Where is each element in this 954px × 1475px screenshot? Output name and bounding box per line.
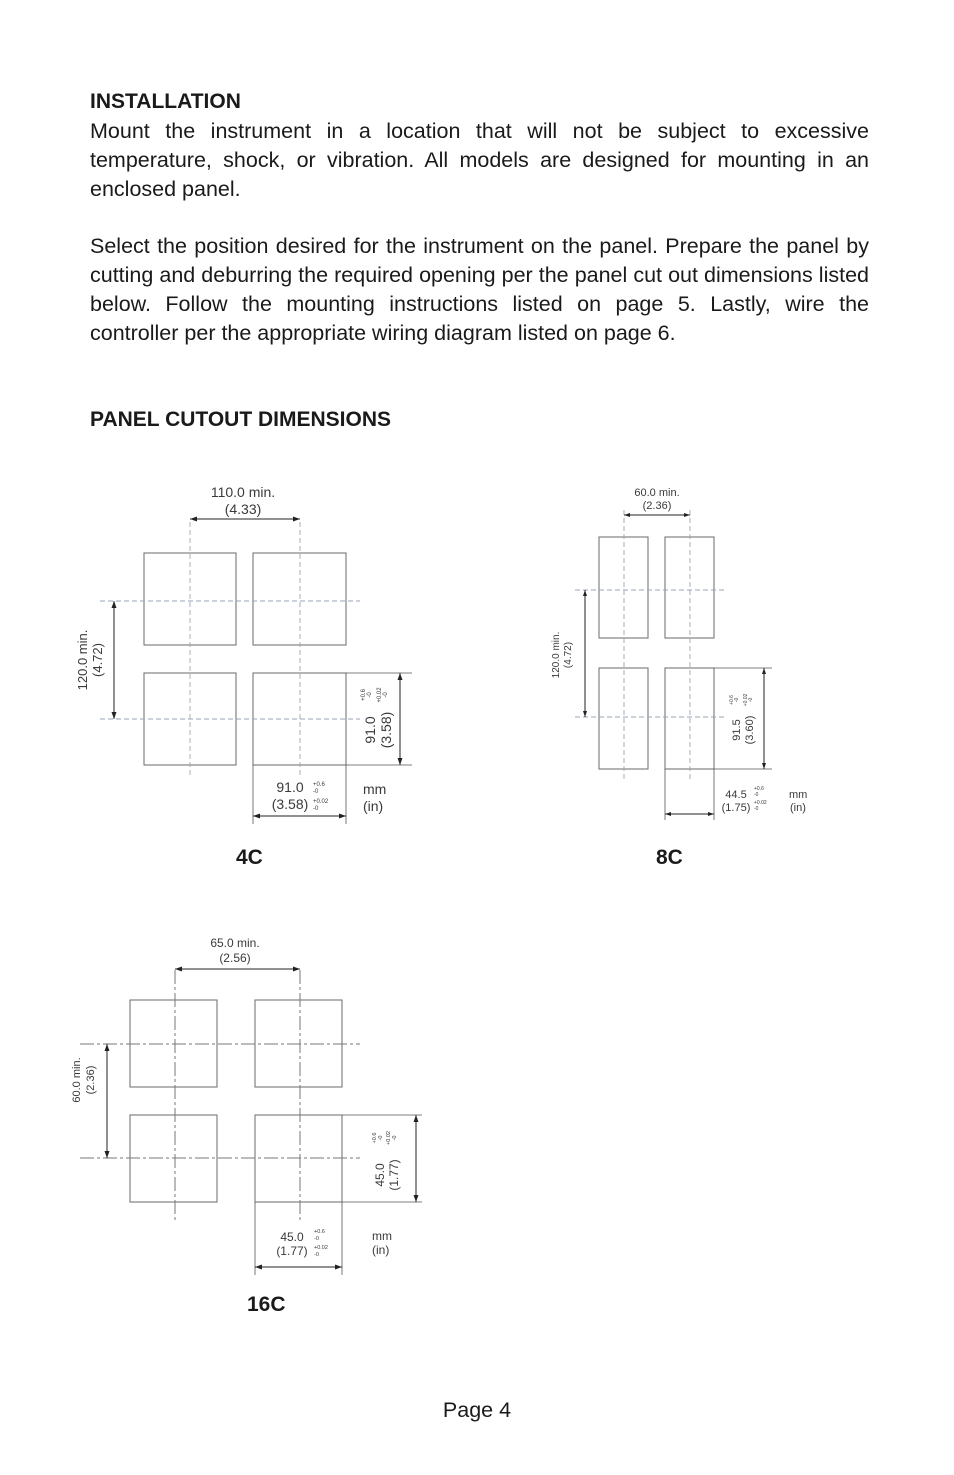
unit-in-label: (in) xyxy=(372,1243,390,1257)
spacing-inch-label: (4.33) xyxy=(224,501,262,517)
figure-caption-8c: 8C xyxy=(656,846,683,869)
vertical-spacing-label: 60.0 min. xyxy=(71,1057,83,1103)
height-inch-label: (3.58) xyxy=(378,711,394,749)
height-tol-mm-plus: +0.6 xyxy=(361,689,367,701)
unit-in-label: (in) xyxy=(790,802,806,814)
spacing-label: 60.0 min. xyxy=(634,487,680,499)
cutout-diagram-16c xyxy=(60,925,440,1285)
unit-mm-label: mm xyxy=(372,1229,392,1243)
height-inch-label: (1.77) xyxy=(387,1159,401,1191)
height-value-label: 91.0 xyxy=(362,716,378,744)
width-tol-in-minus: -0 xyxy=(314,1252,319,1258)
installation-paragraph-2: Select the position desired for the instrument on the panel. Prepare the panel by cutting and deburring the required opening per the panel cut out dimensions listed below. Follow the mounting instructions listed on page 5. Lastly, wire the controller per the appropriate wiring diagram listed on page 6. xyxy=(90,234,869,345)
cutout-boxes xyxy=(599,537,714,769)
width-tol-in-minus: -0 xyxy=(754,806,759,812)
width-tol-mm-plus: +0.6 xyxy=(754,786,764,792)
height-tol-in-minus: -0 xyxy=(383,692,389,698)
figure-caption-16c: 16C xyxy=(247,1293,286,1316)
height-value-label: 45.0 xyxy=(373,1163,387,1187)
width-value-label: 44.5 xyxy=(725,789,747,801)
height-inch-label: (3.60) xyxy=(744,715,756,745)
width-tol-in-plus: +0.02 xyxy=(313,799,329,805)
unit-in-label: (in) xyxy=(363,798,384,814)
spacing-label: 65.0 min. xyxy=(210,936,260,950)
vertical-spacing-inch-label: (2.36) xyxy=(85,1065,97,1095)
height-value-label: 91.5 xyxy=(731,719,743,741)
page-number: Page 4 xyxy=(442,1398,512,1422)
unit-mm-label: mm xyxy=(363,781,387,797)
spacing-inch-label: (2.36) xyxy=(642,500,672,512)
height-tol-in-plus: +0.02 xyxy=(377,687,383,703)
vertical-spacing-inch-label: (4.72) xyxy=(563,641,574,669)
vertical-spacing-inch-label: (4.72) xyxy=(90,643,105,677)
height-tol-in-minus: -0 xyxy=(392,1135,398,1141)
height-tol-mm-minus: -0 xyxy=(367,692,373,698)
height-tol-mm-minus: -0 xyxy=(734,697,740,703)
width-tol-in-minus: -0 xyxy=(313,806,319,812)
cutout-boxes xyxy=(130,1000,342,1202)
width-value-label: 45.0 xyxy=(280,1230,304,1244)
width-inch-label: (3.58) xyxy=(271,796,309,812)
cutout-diagram-4c xyxy=(60,472,420,832)
width-inch-label: (1.75) xyxy=(721,802,751,814)
width-tol-in-plus: +0.02 xyxy=(314,1245,328,1251)
height-tol-in-plus: +0.02 xyxy=(743,693,749,707)
width-tol-in-plus: +0.02 xyxy=(754,800,767,806)
vertical-spacing-label: 120.0 min. xyxy=(75,629,90,691)
figure-caption-4c: 4C xyxy=(236,846,263,869)
installation-paragraph-1: Mount the instrument in a location that will not be subject to excessive temperature, shock, or vibration. All models are designed for mounting in an enclosed panel. xyxy=(90,119,869,201)
width-tol-mm-plus: +0.6 xyxy=(314,1229,325,1235)
width-tol-mm-minus: -0 xyxy=(313,789,319,795)
height-tol-mm-plus: +0.6 xyxy=(729,695,735,705)
width-tol-mm-plus: +0.6 xyxy=(313,782,325,788)
height-tol-in-plus: +0.02 xyxy=(386,1131,392,1145)
width-inch-label: (1.77) xyxy=(276,1244,308,1258)
width-tol-mm-minus: -0 xyxy=(754,792,759,798)
spacing-inch-label: (2.56) xyxy=(219,951,251,965)
spacing-label: 110.0 min. xyxy=(210,484,276,500)
width-value-label: 91.0 xyxy=(276,779,304,795)
cutout-diagram-8c xyxy=(540,480,820,830)
cutout-boxes xyxy=(144,553,346,765)
cutout-heading: PANEL CUTOUT DIMENSIONS xyxy=(90,408,392,431)
width-tol-mm-minus: -0 xyxy=(314,1236,319,1242)
height-tol-in-minus: -0 xyxy=(748,697,754,703)
vertical-spacing-label: 120.0 min. xyxy=(551,631,562,679)
installation-heading: INSTALLATION xyxy=(90,90,241,113)
unit-mm-label: mm xyxy=(789,789,808,801)
height-tol-mm-minus: -0 xyxy=(378,1135,384,1141)
height-tol-mm-plus: +0.6 xyxy=(372,1132,378,1144)
